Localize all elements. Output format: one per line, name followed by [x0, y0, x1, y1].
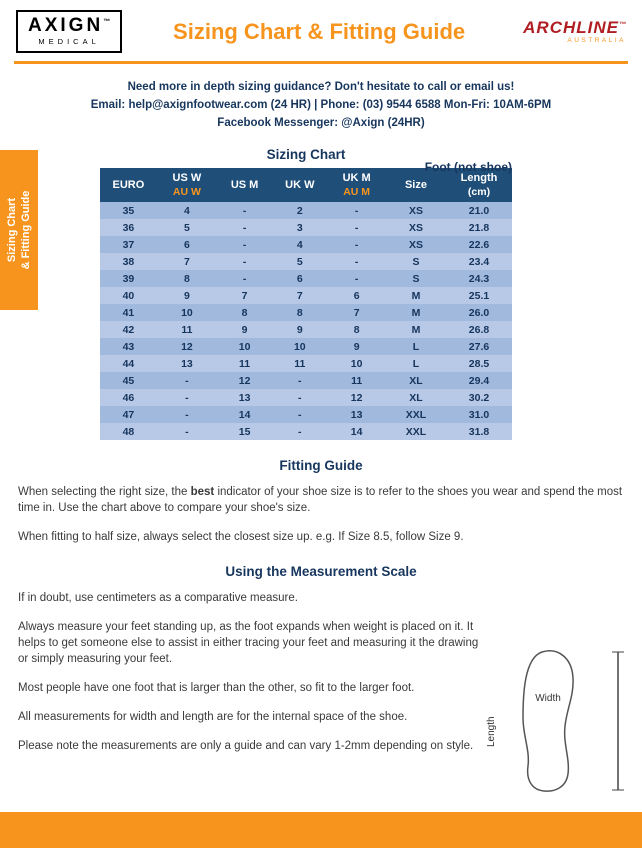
- table-cell: 41: [122, 306, 135, 319]
- table-cell: XS: [408, 221, 423, 234]
- table-row: [100, 253, 512, 270]
- table-cell: 24.3: [468, 272, 490, 285]
- table-cell: M: [411, 289, 421, 302]
- trademark-symbol: ™: [619, 21, 626, 29]
- trademark-symbol: ™: [103, 18, 111, 26]
- table-cell: -: [242, 272, 247, 285]
- table-cell: 13: [350, 408, 363, 421]
- table-cell: -: [185, 374, 189, 387]
- column-header: US W AU W: [157, 168, 217, 202]
- table-cell: 2: [296, 204, 303, 217]
- table-cell: -: [185, 408, 189, 421]
- column-header: EURO: [100, 168, 157, 202]
- table-cell: 14: [350, 425, 363, 438]
- table-cell: 8: [296, 306, 303, 319]
- sizing-table: [100, 168, 512, 440]
- side-tab-line1: Sizing Chart: [5, 197, 18, 263]
- table-cell: L: [412, 340, 420, 353]
- table-cell: XS: [408, 204, 423, 217]
- measurement-paragraph-1: If in doubt, use centimeters as a comparative measure.: [18, 591, 298, 604]
- table-cell: 36: [122, 221, 135, 234]
- table-cell: 12: [181, 340, 193, 353]
- table-cell: 6: [353, 289, 360, 302]
- table-cell: 15: [238, 425, 251, 438]
- column-header: UK W: [272, 168, 327, 202]
- length-label: Length: [486, 716, 497, 747]
- foot-outline: [523, 651, 573, 791]
- table-cell: 7: [183, 255, 190, 268]
- table-cell: 21.8: [468, 221, 490, 234]
- table-cell: 6: [296, 272, 303, 285]
- table-cell: -: [242, 204, 247, 217]
- measurement-scale-title: Using the Measurement Scale: [225, 563, 417, 579]
- table-cell: L: [412, 357, 420, 370]
- table-cell: 5: [183, 221, 190, 234]
- table-cell: 4: [183, 204, 190, 217]
- table-row: [100, 423, 512, 440]
- table-cell: 8: [183, 272, 190, 285]
- table-row: [100, 338, 512, 355]
- contact-line-messenger: Facebook Messenger: @Axign (24HR): [217, 116, 425, 129]
- table-cell: 3: [296, 221, 303, 234]
- table-cell: XL: [409, 391, 423, 404]
- foot-diagram: [480, 645, 632, 795]
- table-cell: M: [411, 306, 421, 319]
- table-cell: -: [242, 238, 247, 251]
- header: [0, 0, 642, 59]
- column-header: US M: [217, 168, 272, 202]
- side-tab-line2: & Fitting Guide: [20, 190, 32, 270]
- table-cell: 27.6: [468, 340, 490, 353]
- table-cell: XS: [408, 238, 423, 251]
- table-cell: 23.4: [468, 255, 490, 268]
- table-cell: 11: [239, 357, 251, 370]
- sizing-chart-section: [100, 147, 512, 440]
- table-row: [100, 389, 512, 406]
- fitting-paragraph-1-bold: best: [190, 486, 215, 499]
- table-cell: 39: [122, 272, 135, 285]
- column-header: Length (cm): [446, 168, 512, 202]
- table-cell: 8: [241, 306, 248, 319]
- table-cell: 47: [122, 408, 135, 421]
- table-cell: -: [185, 391, 189, 404]
- archline-logo-wordmark: [516, 19, 626, 36]
- table-cell: 11: [181, 323, 193, 336]
- measurement-paragraph-2: Always measure your feet standing up, as the foot expands when weight is placed on it. It helps to get someone else to assist in either tracing your feet and measuring it the drawing or simply measuring your feet.: [18, 620, 479, 665]
- fitting-paragraph-1: [18, 484, 624, 516]
- header-divider: [14, 61, 628, 64]
- table-cell: 38: [122, 255, 135, 268]
- table-cell: -: [242, 221, 247, 234]
- contact-info: [0, 79, 642, 132]
- table-cell: 28.5: [468, 357, 490, 370]
- table-cell: 10: [350, 357, 363, 370]
- table-cell: -: [354, 238, 359, 251]
- table-cell: 37: [122, 238, 135, 251]
- table-row: [100, 321, 512, 338]
- table-cell: 7: [296, 289, 303, 302]
- column-header: Size: [386, 168, 446, 202]
- table-cell: 11: [351, 374, 363, 387]
- table-row: [100, 406, 512, 423]
- foot-measurement-note: Foot (not shoe): [424, 160, 512, 175]
- table-cell: 35: [122, 204, 135, 217]
- table-cell: 26.8: [468, 323, 490, 336]
- table-cell: 8: [353, 323, 360, 336]
- table-row: [100, 236, 512, 253]
- measurement-paragraph-3: Most people have one foot that is larger than the other, so fit to the larger foot.: [18, 681, 415, 694]
- archline-logo-text: ARCHLINE: [523, 18, 619, 37]
- table-cell: 7: [241, 289, 248, 302]
- table-cell: 44: [122, 357, 135, 370]
- table-cell: 30.2: [468, 391, 490, 404]
- table-cell: 29.4: [468, 374, 490, 387]
- table-cell: 9: [296, 323, 303, 336]
- table-cell: 22.6: [468, 238, 490, 251]
- archline-logo-subtext: AUSTRALIA: [567, 37, 626, 44]
- table-cell: 6: [183, 238, 190, 251]
- table-cell: S: [412, 272, 420, 285]
- table-cell: 10: [293, 340, 306, 353]
- axign-logo-text: AXIGN: [28, 15, 104, 36]
- table-cell: XL: [409, 374, 423, 387]
- side-tab: [0, 150, 38, 310]
- table-cell: -: [298, 408, 302, 421]
- table-cell: 12: [350, 391, 363, 404]
- table-cell: -: [185, 425, 189, 438]
- table-row: [100, 270, 512, 287]
- table-cell: 48: [122, 425, 135, 438]
- table-cell: 43: [122, 340, 135, 353]
- table-cell: 7: [353, 306, 360, 319]
- table-row: [100, 202, 512, 219]
- table-cell: 9: [183, 289, 190, 302]
- table-cell: -: [354, 204, 359, 217]
- table-cell: 45: [122, 374, 135, 387]
- measurement-paragraph-4: All measurements for width and length are for the internal space of the shoe.: [18, 710, 408, 723]
- contact-line-guidance: Need more in depth sizing guidance? Don't hesitate to call or email us!: [127, 81, 515, 93]
- table-cell: 13: [181, 357, 193, 370]
- sizing-chart-title: Sizing Chart: [266, 147, 346, 163]
- table-row: [100, 355, 512, 372]
- archline-logo: [516, 19, 626, 44]
- table-cell: 10: [238, 340, 251, 353]
- table-cell: 11: [294, 357, 306, 370]
- table-cell: 40: [122, 289, 135, 302]
- footer-bar: [0, 812, 642, 848]
- fitting-paragraph-2: When fitting to half size, always select the closest size up. e.g. If Size 8.5, follow Size 9.: [18, 531, 464, 544]
- side-tab-label: [0, 150, 38, 310]
- table-cell: 25.1: [468, 289, 490, 302]
- table-cell: S: [412, 255, 420, 268]
- axign-logo-subtext: MEDICAL: [38, 37, 100, 46]
- table-cell: M: [411, 323, 421, 336]
- width-label: Width: [535, 693, 561, 704]
- table-cell: 13: [238, 391, 251, 404]
- table-cell: 12: [238, 374, 251, 387]
- page-title: Sizing Chart & Fitting Guide: [173, 18, 466, 44]
- table-cell: -: [242, 255, 247, 268]
- table-cell: 46: [122, 391, 135, 404]
- table-cell: -: [354, 272, 359, 285]
- table-row: [100, 304, 512, 321]
- table-cell: 9: [353, 340, 360, 353]
- table-cell: 5: [296, 255, 303, 268]
- table-cell: -: [298, 391, 302, 404]
- table-cell: 9: [241, 323, 248, 336]
- table-body: [100, 202, 512, 440]
- fitting-paragraph-1-pre: When selecting the right size, the: [18, 486, 191, 499]
- table-cell: 4: [296, 238, 303, 251]
- table-row: [100, 372, 512, 389]
- column-header: UK M AU M: [327, 168, 386, 202]
- table-cell: -: [354, 221, 359, 234]
- table-cell: 42: [122, 323, 135, 336]
- table-cell: XXL: [405, 408, 427, 421]
- contact-line-email-phone: Email: help@axignfootwear.com (24 HR) | Phone: (03) 9544 6588 Mon-Fri: 10AM-6PM: [90, 98, 552, 111]
- foot-diagram-svg: [480, 645, 632, 795]
- table-cell: -: [298, 374, 302, 387]
- table-cell: XXL: [405, 425, 427, 438]
- table-cell: 10: [181, 306, 193, 319]
- table-cell: -: [354, 255, 359, 268]
- fitting-paragraph-1-post: indicator of your shoe size is to refer to the shoes you wear and spend the most time in. Use the chart above to compare your shoe's size.: [18, 486, 623, 515]
- table-cell: -: [298, 425, 302, 438]
- axign-logo: [16, 10, 122, 53]
- table-cell: 14: [238, 408, 251, 421]
- fitting-guide-title: Fitting Guide: [279, 458, 363, 474]
- table-cell: 26.0: [468, 306, 490, 319]
- table-row: [100, 219, 512, 236]
- axign-logo-wordmark: [28, 16, 110, 35]
- table-cell: 31.0: [468, 408, 490, 421]
- table-cell: 21.0: [468, 204, 490, 217]
- measurement-paragraph-5: Please note the measurements are only a guide and can vary 1-2mm depending on style.: [18, 740, 474, 753]
- table-row: [100, 287, 512, 304]
- table-cell: 31.8: [468, 425, 490, 438]
